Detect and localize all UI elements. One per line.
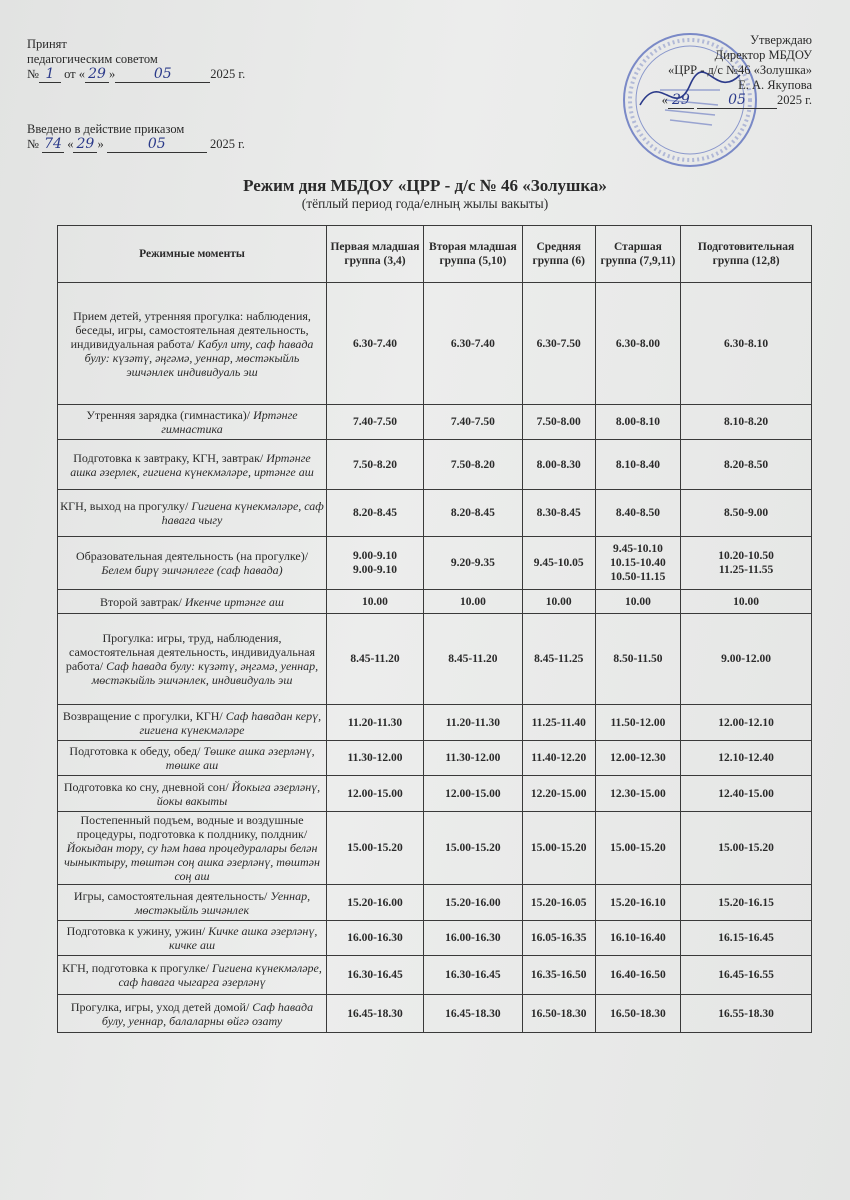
approved-label: Утверждаю (750, 33, 812, 47)
regime-moment (58, 921, 327, 956)
time-cell: 8.45-11.20 (327, 614, 424, 705)
number-value: 1 (39, 67, 61, 83)
time-cell: 11.50-12.00 (595, 705, 681, 741)
time-cell: 10.00 (595, 590, 681, 614)
moment-ru: КГН, подготовка к прогулке/ (62, 961, 209, 975)
time-cell: 12.20-15.00 (522, 776, 595, 812)
regime-moment (58, 614, 327, 705)
regime-moment (58, 741, 327, 776)
document-title: Режим дня МБДОУ «ЦРР - д/с № 46 «Золушка» (243, 176, 607, 195)
time-cell: 6.30-7.50 (522, 283, 595, 405)
regime-moment (58, 490, 327, 537)
time-cell: 16.45-18.30 (423, 995, 522, 1033)
moment-tt: Гигиена күнекмәләре, саф һавага чыгарга әзерләнү (118, 961, 322, 989)
time-cell: 6.30-8.10 (681, 283, 812, 405)
time-cell: 7.50-8.20 (327, 440, 424, 490)
moment-ru: Игры, самостоятельная деятельность/ (73, 888, 268, 903)
time-cell: 6.30-8.00 (595, 283, 681, 405)
year-value: 2025 г. (209, 137, 245, 151)
time-cell: 15.20-16.00 (423, 885, 522, 921)
from-label: от « (64, 67, 85, 81)
time-cell: 8.20-8.50 (681, 440, 812, 490)
regime-moment (58, 995, 327, 1033)
time-cell: 12.40-15.00 (681, 776, 812, 812)
accepted-label: Принят (27, 37, 67, 51)
time-cell: 9.00-9.10 9.00-9.10 (327, 537, 424, 590)
moment-ru: Подготовка к обеду, обед/ (69, 744, 201, 758)
time-cell: 8.40-8.50 (595, 490, 681, 537)
time-cell: 9.45-10.10 10.15-10.40 10.50-11.15 (595, 537, 681, 590)
table-row (58, 283, 812, 405)
moment-ru: Прогулка, игры, уход детей домой/ (70, 999, 250, 1014)
table-header-row (58, 226, 812, 283)
time-cell: 10.20-10.50 11.25-11.55 (681, 537, 812, 590)
time-cell: 11.30-12.00 (423, 741, 522, 776)
accepted-number-date (27, 67, 245, 83)
regime-moment (58, 956, 327, 995)
time-cell: 16.05-16.35 (522, 921, 595, 956)
time-cell: 16.35-16.50 (522, 956, 595, 995)
time-cell: 15.00-15.20 (522, 812, 595, 885)
table-row (58, 405, 812, 440)
moment-tt: Уеннар, мөстәкыйль эшчәнлек (134, 888, 311, 917)
time-cell: 16.10-16.40 (595, 921, 681, 956)
regime-moment (58, 590, 327, 614)
time-cell: 15.20-16.00 (327, 885, 424, 921)
moment-ru: Второй завтрак/ (100, 594, 182, 609)
time-cell: 8.50-9.00 (681, 490, 812, 537)
table-row (58, 614, 812, 705)
time-cell: 16.30-16.45 (423, 956, 522, 995)
moment-ru: Прием детей, утренняя прогулка: наблюдения, беседы, игры, самостоятельная деятельность, индивидуальная работа/ (70, 308, 311, 351)
moment-tt: Йокыдан тору, су һәм һава процедуралары белән чыныктыру, төштән соң ашка әзерләнү, төштән соң аш (64, 841, 320, 883)
time-cell: 7.40-7.50 (423, 405, 522, 440)
time-cell: 16.55-18.30 (681, 995, 812, 1033)
approved-date (662, 93, 812, 109)
table-row (58, 885, 812, 921)
moment-ru: Подготовка к ужину, ужин/ (66, 924, 206, 938)
time-cell: 16.00-16.30 (423, 921, 522, 956)
time-cell: 16.30-16.45 (327, 956, 424, 995)
regime-moment (58, 776, 327, 812)
time-cell: 11.40-12.20 (522, 741, 595, 776)
quote: « (67, 137, 74, 151)
time-cell: 12.00-15.00 (327, 776, 424, 812)
regime-moment (58, 405, 327, 440)
moment-tt: Иртәнге ашка әзерлек, гигиена күнекмәләре, иртәнге аш (70, 450, 314, 479)
time-cell: 11.25-11.40 (522, 705, 595, 741)
time-cell: 15.00-15.20 (423, 812, 522, 885)
regime-moment (58, 440, 327, 490)
time-cell: 8.30-8.45 (522, 490, 595, 537)
table-row (58, 537, 812, 590)
day-value: 29 (73, 137, 97, 153)
time-cell: 11.30-12.00 (327, 741, 424, 776)
accepted-by-council: педагогическим советом (27, 52, 158, 66)
table-row (58, 741, 812, 776)
column-header-group: Первая младшая группа (3,4) (327, 226, 424, 283)
regime-moment (58, 283, 327, 405)
number-label: № (27, 137, 39, 151)
order-number-date (27, 137, 245, 153)
table-row (58, 705, 812, 741)
time-cell: 12.30-15.00 (595, 776, 681, 812)
column-header-moments: Режимные моменты (58, 226, 327, 283)
daily-schedule-table (57, 225, 812, 1033)
quote: « (661, 93, 668, 107)
quote: » (109, 67, 116, 81)
time-cell: 8.45-11.20 (423, 614, 522, 705)
moment-ru: Образовательная деятельность (на прогулке)/ (75, 549, 309, 563)
year-value: 2025 г. (210, 67, 246, 81)
time-cell: 9.20-9.35 (423, 537, 522, 590)
moment-ru: Постепенный подъем, водные и воздушные процедуры, подготовка к полднику, полдник/ (76, 813, 308, 841)
document-subtitle: (тёплый период года/елның жылы вакыты) (301, 196, 549, 211)
moment-tt: Кичке ашка әзерләнү, кичке аш (168, 924, 318, 952)
time-cell: 12.00-12.30 (595, 741, 681, 776)
approved-block (662, 33, 812, 109)
time-cell: 15.00-15.20 (327, 812, 424, 885)
regime-moment (58, 705, 327, 741)
time-cell: 15.20-16.15 (681, 885, 812, 921)
time-cell: 8.20-8.45 (423, 490, 522, 537)
moment-tt: Иртәнге гимнастика (161, 408, 298, 436)
month-value: 05 (107, 137, 207, 153)
moment-ru: Прогулка: игры, труд, наблюдения, самостоятельная деятельность, индивидуальная работа/ (65, 631, 315, 673)
time-cell: 10.00 (681, 590, 812, 614)
time-cell: 7.40-7.50 (327, 405, 424, 440)
time-cell: 15.00-15.20 (681, 812, 812, 885)
time-cell: 16.50-18.30 (522, 995, 595, 1033)
time-cell: 16.45-16.55 (681, 956, 812, 995)
regime-moment (58, 537, 327, 590)
time-cell: 6.30-7.40 (327, 283, 424, 405)
moment-ru: Утренняя зарядка (гимнастика)/ (86, 408, 251, 422)
order-label: Введено в действие приказом (27, 122, 185, 136)
table-row (58, 590, 812, 614)
time-cell: 15.20-16.05 (522, 885, 595, 921)
moment-tt: Кабул иту, саф һавада булу: күзәтү, әңгәмә, уеннар, мөстәкыйль эшчәнлек индивидуаль эш (84, 336, 314, 379)
table-row (58, 995, 812, 1033)
moment-tt: Төшке ашка әзерләнү, төшке аш (165, 744, 315, 772)
table-row (58, 490, 812, 537)
column-header-group: Средняя группа (6) (522, 226, 595, 283)
regime-moment (58, 885, 327, 921)
time-cell: 11.20-11.30 (423, 705, 522, 741)
time-cell: 12.00-15.00 (423, 776, 522, 812)
column-header-group: Вторая младшая группа (5,10) (423, 226, 522, 283)
time-cell: 8.10-8.40 (595, 440, 681, 490)
time-cell: 16.15-16.45 (681, 921, 812, 956)
time-cell: 8.50-11.50 (595, 614, 681, 705)
time-cell: 7.50-8.00 (522, 405, 595, 440)
organization-name: «ЦРР - д/с №46 «Золушка» (667, 63, 812, 77)
moment-tt: Саф һавада булу: күзәтү, әңгәмә, уеннар, мөстәкыйль эшчәнлек, индивидуаль эш (91, 659, 319, 687)
quote: » (97, 137, 104, 151)
regime-moment (58, 812, 327, 885)
column-header-group: Подготовительная группа (12,8) (681, 226, 812, 283)
moment-ru: Подготовка к завтраку, КГН, завтрак/ (73, 450, 264, 465)
time-cell: 16.45-18.30 (327, 995, 424, 1033)
column-header-group: Старшая группа (7,9,11) (595, 226, 681, 283)
time-cell: 8.00-8.30 (522, 440, 595, 490)
moment-tt: Йокыга әзерләнү, йокы вакыты (156, 779, 321, 808)
time-cell: 12.00-12.10 (681, 705, 812, 741)
time-cell: 10.00 (423, 590, 522, 614)
moment-ru: Подготовка ко сну, дневной сон/ (63, 779, 229, 794)
table-row (58, 956, 812, 995)
time-cell: 10.00 (522, 590, 595, 614)
time-cell: 16.50-18.30 (595, 995, 681, 1033)
time-cell: 16.40-16.50 (595, 956, 681, 995)
month-value: 05 (115, 67, 210, 83)
time-cell: 9.45-10.05 (522, 537, 595, 590)
moment-tt: Саф һавадан керү, гигиена күнекмәләре (139, 708, 322, 737)
table-row (58, 812, 812, 885)
time-cell: 8.10-8.20 (681, 405, 812, 440)
accepted-block (27, 37, 245, 83)
time-cell: 8.00-8.10 (595, 405, 681, 440)
table-row (58, 440, 812, 490)
time-cell: 15.00-15.20 (595, 812, 681, 885)
table-row (58, 921, 812, 956)
number-value: 74 (42, 137, 64, 153)
moment-tt: Гигиена күнекмәләре, саф һавага чыгу (161, 499, 324, 527)
director-name: Е. А. Якупова (738, 78, 812, 92)
day-value: 29 (668, 93, 694, 109)
time-cell: 9.00-12.00 (681, 614, 812, 705)
moment-ru: КГН, выход на прогулку/ (60, 499, 189, 513)
moment-tt: Икенче иртәнге аш (184, 594, 284, 609)
moment-ru: Возвращение с прогулки, КГН/ (62, 708, 223, 723)
director-title: Директор МБДОУ (714, 48, 812, 62)
moment-tt: Саф һавада булу, уеннар, балаларны өйгә озату (101, 999, 314, 1028)
time-cell: 12.10-12.40 (681, 741, 812, 776)
time-cell: 7.50-8.20 (423, 440, 522, 490)
time-cell: 16.00-16.30 (327, 921, 424, 956)
time-cell: 8.20-8.45 (327, 490, 424, 537)
time-cell: 8.45-11.25 (522, 614, 595, 705)
moment-tt: Белем бирү эшчәнлеге (саф һавада) (101, 563, 283, 577)
month-value: 05 (697, 93, 777, 109)
table-row (58, 776, 812, 812)
time-cell: 11.20-11.30 (327, 705, 424, 741)
year-value: 2025 г. (777, 93, 812, 107)
time-cell: 10.00 (327, 590, 424, 614)
time-cell: 6.30-7.40 (423, 283, 522, 405)
order-block (27, 122, 245, 153)
number-label: № (27, 67, 39, 81)
day-value: 29 (85, 67, 109, 83)
time-cell: 15.20-16.10 (595, 885, 681, 921)
